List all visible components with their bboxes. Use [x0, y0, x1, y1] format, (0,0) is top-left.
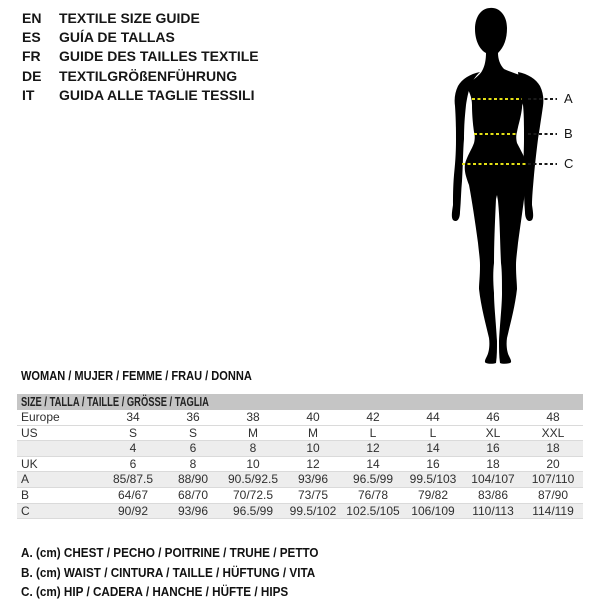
language-row	[22, 9, 259, 28]
table-cell: 14	[366, 456, 380, 471]
table-row-label	[17, 441, 103, 456]
woman-silhouette-figure	[420, 5, 580, 367]
table-cell: 73/75	[297, 487, 329, 502]
table-cell: 38	[246, 410, 260, 424]
table-row	[17, 441, 583, 457]
legend-line-b-text: B. (cm) WAIST / CINTURA / TAILLE / HÜFTUNG / VITA	[21, 564, 316, 580]
table-cell: 93/96	[177, 503, 209, 518]
table-cell: 10	[246, 456, 260, 471]
table-cell: S	[128, 425, 137, 440]
language-row	[22, 47, 259, 66]
language-row	[22, 86, 259, 105]
measure-dash-a-off-body	[528, 98, 557, 100]
table-row	[17, 472, 583, 488]
table-cell: 16	[486, 441, 500, 456]
measure-dash-c-off-body	[528, 163, 557, 165]
table-cell: 107/110	[531, 472, 575, 487]
table-cell: 16	[426, 456, 440, 471]
table-cell: L	[429, 425, 437, 440]
language-code: FR	[22, 48, 41, 65]
language-code: EN	[22, 10, 42, 26]
measurement-legend	[21, 543, 352, 600]
table-cell: 85/87.5	[112, 472, 154, 487]
table-cell: 18	[486, 456, 500, 471]
table-cell: 102.5/105	[346, 503, 400, 518]
table-cell: 14	[426, 441, 440, 456]
language-label: TEXTILE SIZE GUIDE	[59, 10, 200, 26]
language-label: GUIDA ALLE TAGLIE TESSILI	[59, 86, 255, 103]
table-cell: 114/119	[532, 503, 574, 518]
size-table-rows	[17, 410, 583, 519]
table-cell: 64/67	[117, 487, 149, 502]
table-cell: 20	[546, 456, 560, 471]
measure-line-c	[0, 156, 600, 171]
table-row	[17, 410, 583, 426]
silhouette-body-path	[465, 8, 534, 364]
table-cell: 99.5/103	[409, 472, 457, 487]
table-row-label: US	[21, 425, 38, 440]
table-cell: 99.5/102	[289, 503, 337, 518]
table-row	[17, 488, 583, 504]
table-cell: 42	[366, 410, 380, 424]
table-cell: XXL	[541, 425, 565, 440]
table-cell: S	[188, 425, 197, 440]
table-cell: 93/96	[297, 472, 329, 487]
language-row	[22, 67, 259, 86]
table-cell: 44	[426, 410, 440, 424]
table-cell: 68/70	[177, 487, 209, 502]
language-label: TEXTILGRÖßENFÜHRUNG	[59, 67, 238, 84]
table-cell: 40	[306, 410, 320, 424]
measure-dash-a-on-body	[472, 98, 522, 100]
language-label: GUIDE DES TAILLES TEXTILE	[59, 48, 259, 65]
measure-label-b: B	[564, 126, 573, 141]
table-cell: 96.5/99	[352, 472, 394, 487]
woman-silhouette-icon	[420, 5, 580, 367]
language-title-block	[22, 9, 259, 105]
measure-dash-b-on-body	[474, 133, 518, 135]
language-row	[22, 28, 259, 47]
table-cell: 76/78	[357, 487, 389, 502]
table-row-label: Europe	[21, 410, 60, 424]
table-cell: 34	[126, 410, 140, 424]
language-code: DE	[22, 67, 42, 84]
legend-line-c-text: C. (cm) HIP / CADERA / HANCHE / HÜFTE / HIPS	[21, 584, 289, 599]
table-cell: XL	[485, 425, 501, 440]
measure-label-c: C	[564, 156, 574, 171]
language-label: GUÍA DE TALLAS	[59, 29, 175, 46]
language-code: IT	[22, 86, 35, 103]
legend-line-b	[21, 563, 352, 583]
language-code: ES	[22, 29, 41, 46]
table-row-label: UK	[21, 456, 38, 471]
size-table-header	[17, 394, 583, 410]
measure-dash-c-on-body	[462, 163, 527, 165]
table-cell: 96.5/99	[232, 503, 274, 518]
table-cell: 8	[189, 456, 197, 471]
table-cell: 70/72.5	[232, 487, 274, 502]
size-table	[17, 394, 583, 519]
table-row	[17, 457, 583, 473]
gender-title	[21, 368, 293, 383]
table-cell: 6	[129, 456, 137, 471]
table-cell: 88/90	[177, 472, 209, 487]
table-cell: 83/86	[477, 487, 509, 502]
table-cell: 90.5/92.5	[227, 472, 279, 487]
table-cell: 12	[306, 456, 320, 471]
table-row-label: C	[21, 503, 30, 518]
table-cell: 12	[366, 441, 380, 456]
table-cell: 36	[186, 410, 200, 424]
table-cell: 6	[189, 441, 197, 456]
table-row-label: A	[21, 472, 30, 487]
table-row	[17, 426, 583, 442]
legend-line-a	[21, 543, 352, 563]
table-row	[17, 504, 583, 520]
table-cell: 87/90	[537, 487, 569, 502]
table-cell: 106/109	[411, 503, 455, 518]
table-cell: 8	[249, 441, 257, 456]
table-cell: 104/107	[471, 472, 515, 487]
table-cell: L	[369, 425, 377, 440]
legend-line-c	[21, 582, 352, 600]
measure-dash-b-off-body	[528, 133, 557, 135]
gender-title-text: WOMAN / MUJER / FEMME / FRAU / DONNA	[21, 368, 252, 383]
measure-line-b	[0, 126, 600, 141]
size-table-header-text: SIZE / TALLA / TAILLE / GRÖSSE / TAGLIA	[21, 394, 209, 409]
table-cell: M	[248, 425, 258, 440]
table-cell: 4	[129, 441, 137, 456]
legend-line-a-text: A. (cm) CHEST / PECHO / POITRINE / TRUHE / PETTO	[21, 545, 319, 560]
table-cell: 90/92	[117, 503, 149, 518]
table-cell: 79/82	[417, 487, 449, 502]
table-cell: 10	[306, 441, 320, 456]
table-cell: 48	[546, 410, 560, 424]
table-cell: 18	[546, 441, 560, 456]
measure-label-a: A	[564, 91, 573, 106]
table-cell: 46	[486, 410, 500, 424]
table-cell: M	[308, 425, 318, 440]
table-cell: 110/113	[472, 503, 514, 518]
table-row-label: B	[21, 487, 30, 502]
